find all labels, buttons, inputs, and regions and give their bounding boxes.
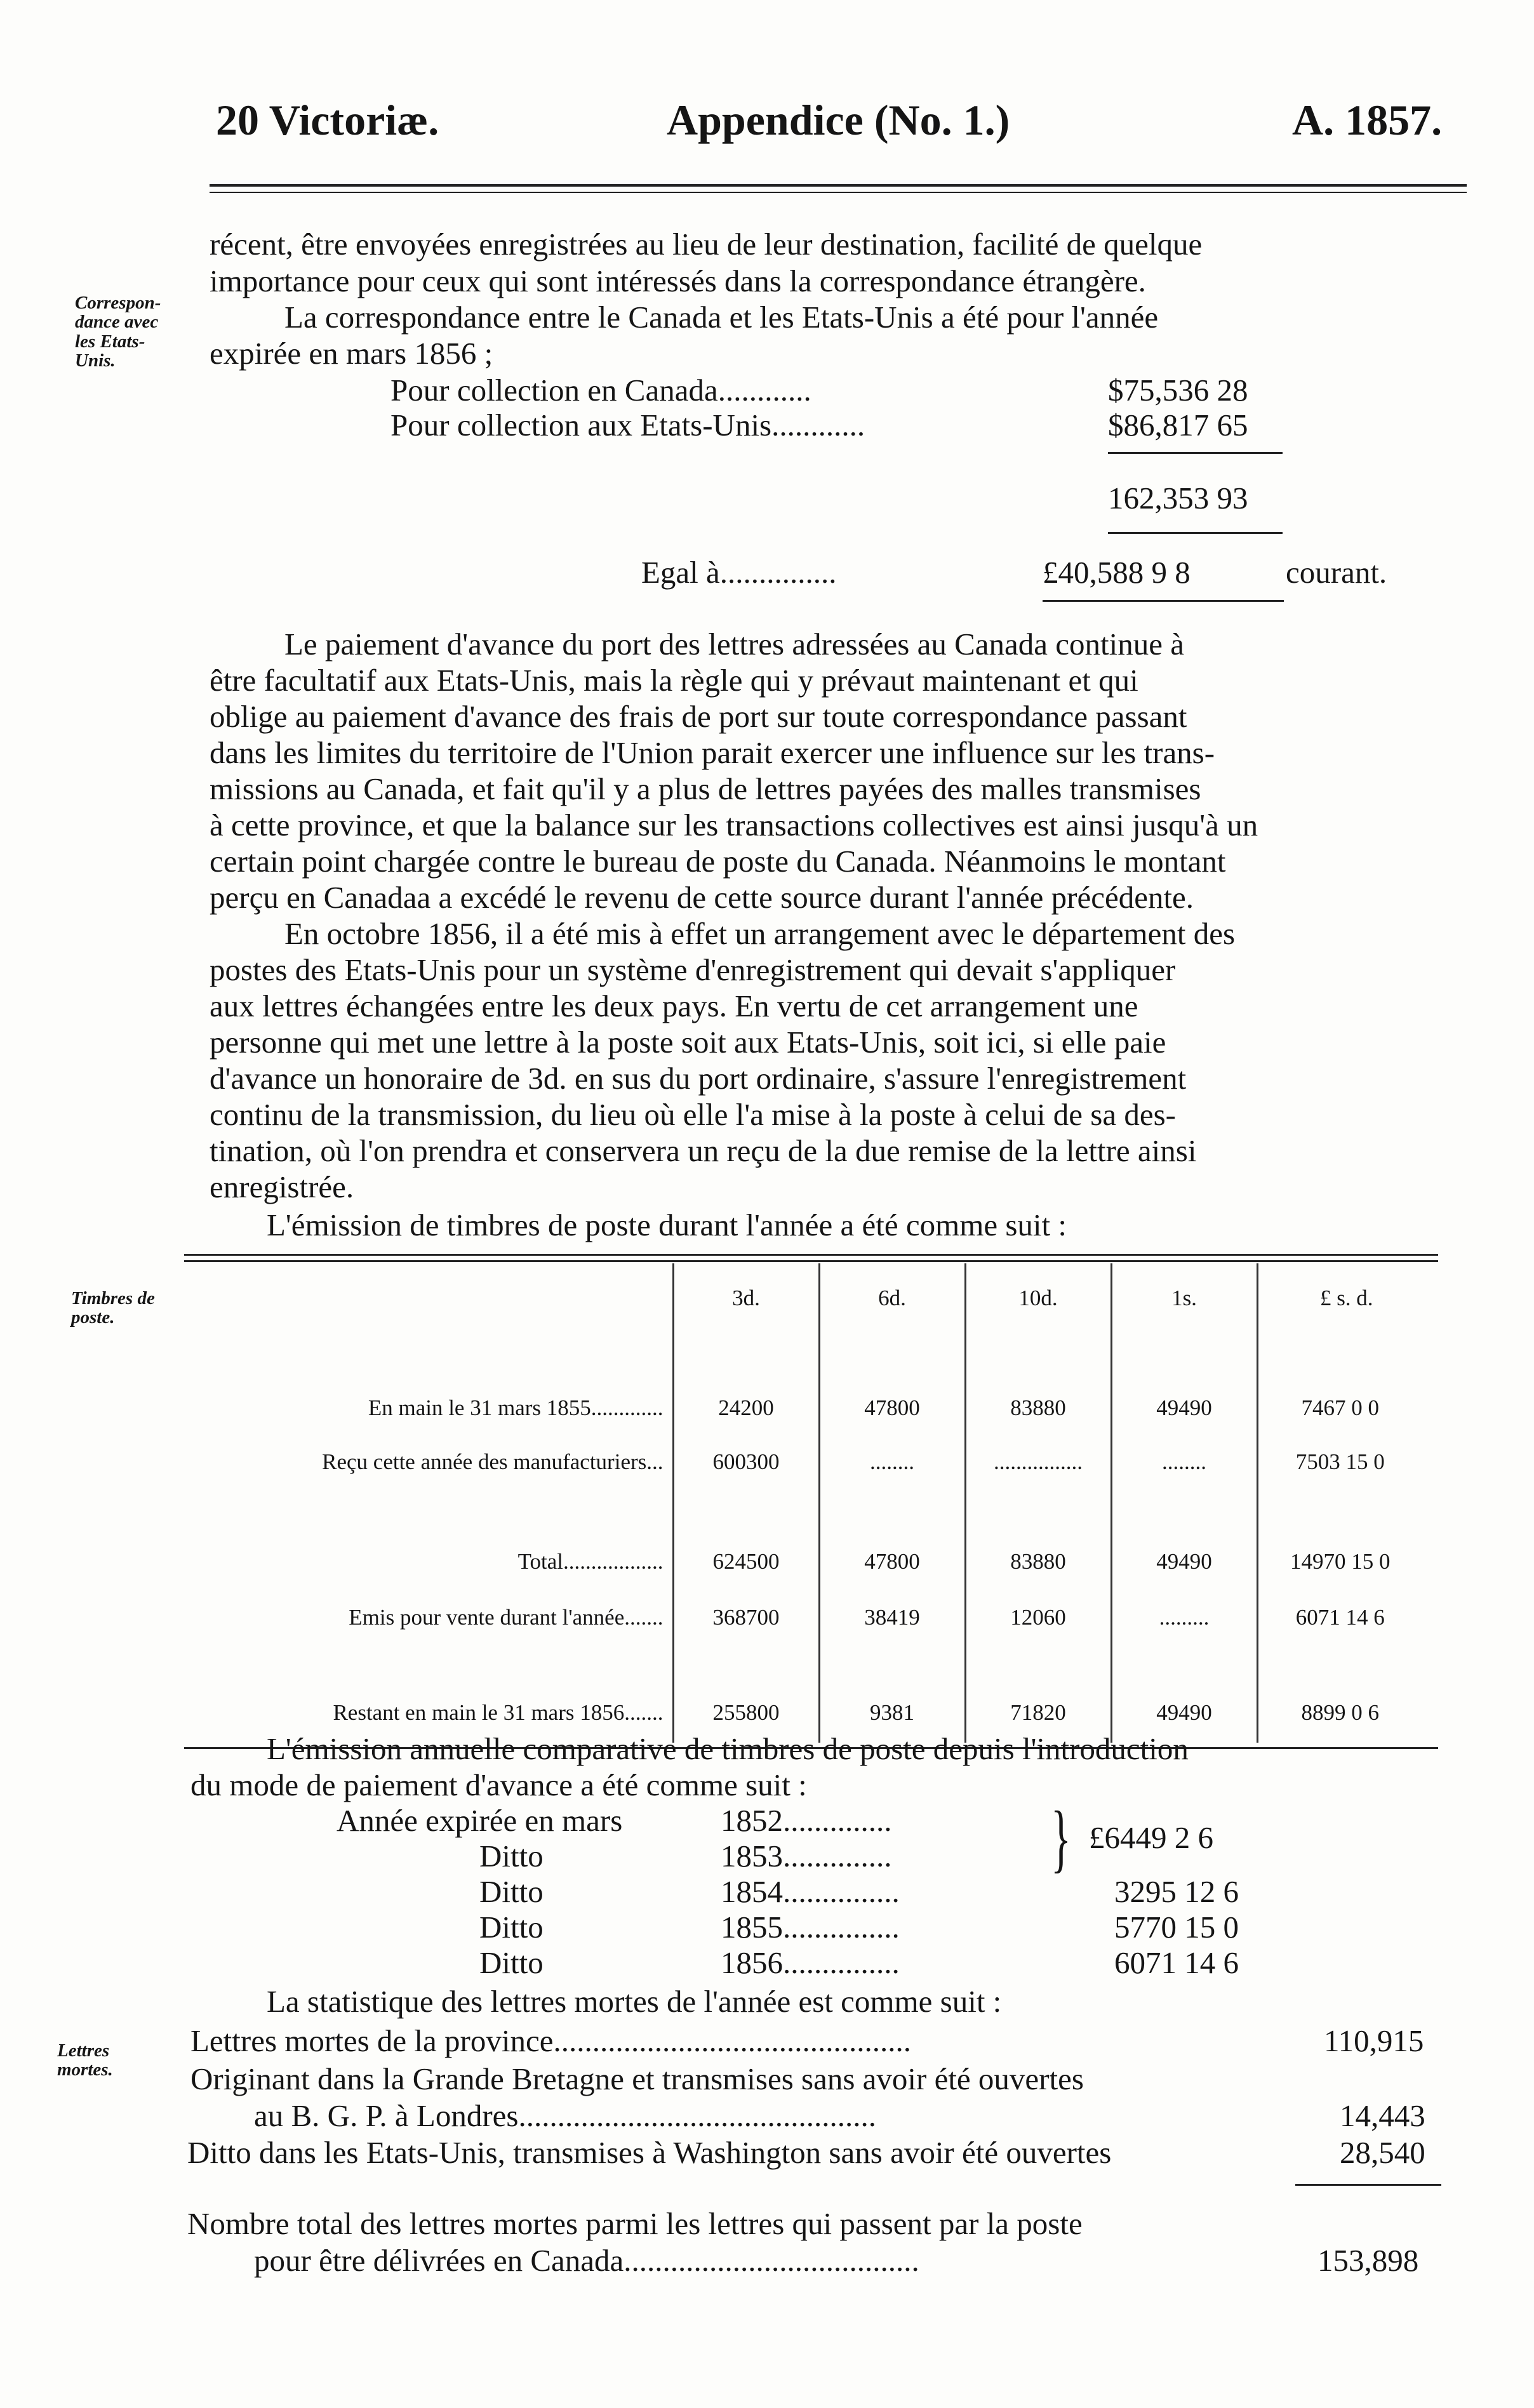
table-row xyxy=(184,1590,1435,1644)
col-header-1s: 1s. xyxy=(1111,1263,1257,1333)
annual-year: 1852.............. xyxy=(721,1803,892,1838)
para5-line: L'émission de timbres de poste durant l'année a été comme suit : xyxy=(267,1207,1067,1242)
dead-line-2b: au B. G. P. à Londres.............................................. xyxy=(254,2098,876,2133)
cell: ......... xyxy=(1111,1590,1257,1644)
para4-line: personne qui met une lettre à la poste soit aux Etats-Unis, soit ici, si elle paie xyxy=(210,1025,1166,1060)
cell: 12060 xyxy=(965,1590,1111,1644)
col-header-3d: 3d. xyxy=(673,1263,819,1333)
annual-first-label: Année expirée en mars xyxy=(337,1803,623,1838)
table-row-total xyxy=(184,1533,1435,1590)
annual-ditto: Ditto xyxy=(479,1874,544,1909)
dead-value-3: 28,540 xyxy=(1340,2135,1425,2170)
egal-label: Egal à............... xyxy=(641,555,837,590)
para2-line: expirée en mars 1856 ; xyxy=(210,336,493,371)
para6-line: L'émission annuelle comparative de timbres de poste depuis l'introduction xyxy=(267,1731,1189,1766)
para6-line: du mode de paiement d'avance a été comme suit : xyxy=(190,1767,807,1802)
annual-value: 3295 12 6 xyxy=(1114,1874,1239,1909)
cell: 83880 xyxy=(965,1533,1111,1590)
para4-line: tination, où l'on prendra et conservera un reçu de la due remise de la lettre ainsi xyxy=(210,1133,1197,1168)
stamp-table xyxy=(184,1263,1435,1743)
cell: 7503 15 0 xyxy=(1257,1435,1435,1489)
annual-value: 5770 15 0 xyxy=(1114,1910,1239,1945)
row-label: Total.................. xyxy=(517,1549,664,1574)
para4-line: enregistrée. xyxy=(210,1169,354,1204)
annual-year: 1853.............. xyxy=(721,1839,892,1873)
collection-canada-label: Pour collection en Canada............ xyxy=(390,373,811,408)
para4-line: continu de la transmission, du lieu où elle l'a mise à la poste à celui de sa des- xyxy=(210,1097,1176,1132)
spacer-row xyxy=(184,1489,1435,1533)
cell: 7467 0 0 xyxy=(1257,1381,1435,1435)
cell: 47800 xyxy=(819,1533,965,1590)
dead-line-1: Lettres mortes de la province.............................................. xyxy=(190,2023,911,2058)
dead-value-2: 14,443 xyxy=(1340,2098,1425,2133)
annual-year: 1855............... xyxy=(721,1910,900,1945)
para4-line: postes des Etats-Unis pour un système d'enregistrement qui devait s'appliquer xyxy=(210,952,1176,987)
egal-suffix: courant. xyxy=(1286,555,1387,590)
dead-sum-rule xyxy=(1295,2184,1441,2186)
table-row xyxy=(184,1381,1435,1435)
para4-line: aux lettres échangées entre les deux pays. En vertu de cet arrangement une xyxy=(210,988,1138,1023)
col-header-10d: 10d. xyxy=(965,1263,1111,1333)
para7-line: La statistique des lettres mortes de l'année est comme suit : xyxy=(267,1984,1002,2019)
cell: ................ xyxy=(965,1435,1111,1489)
dead-value-1: 110,915 xyxy=(1324,2023,1424,2058)
egal-rule xyxy=(1043,600,1284,602)
cell: 71820 xyxy=(965,1682,1111,1743)
cell: 49490 xyxy=(1111,1682,1257,1743)
para3-line: oblige au paiement d'avance des frais de port sur toute correspondance passant xyxy=(210,699,1187,734)
spacer-row xyxy=(184,1333,1435,1381)
header-center: Appendice (No. 1.) xyxy=(667,96,1010,144)
para4-line: En octobre 1856, il a été mis à effet un arrangement avec le département des xyxy=(284,916,1236,951)
col-header-6d: 6d. xyxy=(819,1263,965,1333)
table-top-rule xyxy=(184,1254,1438,1256)
dead-line-2a: Originant dans la Grande Bretagne et transmises sans avoir été ouvertes xyxy=(190,2061,1084,2096)
collection-canada-value: $75,536 28 xyxy=(1108,373,1248,408)
sum-rule xyxy=(1108,452,1283,454)
cell: 49490 xyxy=(1111,1381,1257,1435)
cell: 624500 xyxy=(673,1533,819,1590)
table-top-rule-2 xyxy=(184,1260,1438,1262)
cell: 600300 xyxy=(673,1435,819,1489)
cell: 24200 xyxy=(673,1381,819,1435)
para3-line: être facultatif aux Etats-Unis, mais la règle qui y prévaut maintenant et qui xyxy=(210,663,1138,698)
header-blank xyxy=(184,1263,673,1333)
header-left: 20 Victoriæ. xyxy=(216,96,439,144)
row-label: Restant en main le 31 mars 1856....... xyxy=(333,1700,664,1725)
para3-line: dans les limites du territoire de l'Union parait exercer une influence sur les trans- xyxy=(210,735,1215,770)
egal-value: £40,588 9 8 xyxy=(1043,555,1191,590)
dead-total-2: pour être délivrées en Canada...................................... xyxy=(254,2243,919,2278)
table-row xyxy=(184,1435,1435,1489)
table-header-row xyxy=(184,1263,1435,1333)
cell: 47800 xyxy=(819,1381,965,1435)
margin-note-timbres: Timbres de poste. xyxy=(71,1288,155,1328)
annual-year: 1854............... xyxy=(721,1874,900,1909)
annual-ditto: Ditto xyxy=(479,1910,544,1945)
cell: 49490 xyxy=(1111,1533,1257,1590)
para3-line: missions au Canada, et fait qu'il y a plus de lettres payées des malles transmises xyxy=(210,771,1201,806)
para3-line: certain point chargée contre le bureau de poste du Canada. Néanmoins le montant xyxy=(210,844,1226,879)
collection-usa-value: $86,817 65 xyxy=(1108,408,1248,442)
cell: ........ xyxy=(819,1435,965,1489)
dead-total-1: Nombre total des lettres mortes parmi les lettres qui passent par la poste xyxy=(187,2206,1083,2241)
row-label: En main le 31 mars 1855............. xyxy=(368,1395,664,1420)
para3-line: perçu en Canadaa a excédé le revenu de cette source durant l'année précédente. xyxy=(210,880,1194,915)
margin-note-lettres: Lettres mortes. xyxy=(57,2040,113,2080)
annual-value-1852-53: £6449 2 6 xyxy=(1089,1820,1213,1855)
cell: ........ xyxy=(1111,1435,1257,1489)
header-rule-2 xyxy=(210,192,1467,193)
brace: } xyxy=(1051,1795,1071,1880)
header-right: A. 1857. xyxy=(1292,96,1443,144)
spacer-row xyxy=(184,1644,1435,1682)
collection-usa-label: Pour collection aux Etats-Unis............ xyxy=(390,408,865,442)
row-label: Reçu cette année des manufacturiers... xyxy=(322,1449,664,1474)
total-rule xyxy=(1108,532,1283,534)
cell: 6071 14 6 xyxy=(1257,1590,1435,1644)
annual-ditto: Ditto xyxy=(479,1839,544,1873)
margin-note-correspondance: Correspon- dance avec les Etats- Unis. xyxy=(75,293,161,371)
cell: 14970 15 0 xyxy=(1257,1533,1435,1590)
para1-line: importance pour ceux qui sont intéressés dans la correspondance étrangère. xyxy=(210,263,1146,298)
col-header-lsd: £ s. d. xyxy=(1257,1263,1435,1333)
collection-total: 162,353 93 xyxy=(1108,481,1248,516)
para3-line: Le paiement d'avance du port des lettres adressées au Canada continue à xyxy=(284,627,1184,662)
cell: 255800 xyxy=(673,1682,819,1743)
cell: 9381 xyxy=(819,1682,965,1743)
cell: 83880 xyxy=(965,1381,1111,1435)
dead-line-3: Ditto dans les Etats-Unis, transmises à Washington sans avoir été ouvertes xyxy=(187,2135,1112,2170)
cell: 8899 0 6 xyxy=(1257,1682,1435,1743)
row-label: Emis pour vente durant l'année....... xyxy=(349,1604,664,1630)
annual-year: 1856............... xyxy=(721,1945,900,1980)
cell: 368700 xyxy=(673,1590,819,1644)
dead-total-value: 153,898 xyxy=(1317,2243,1419,2278)
para3-line: à cette province, et que la balance sur les transactions collectives est ainsi jusqu'à un xyxy=(210,808,1258,842)
annual-value: 6071 14 6 xyxy=(1114,1945,1239,1980)
para2-line: La correspondance entre le Canada et les Etats-Unis a été pour l'année xyxy=(284,300,1159,335)
header-rule xyxy=(210,184,1467,187)
para4-line: d'avance un honoraire de 3d. en sus du port ordinaire, s'assure l'enregistrement xyxy=(210,1061,1187,1096)
cell: 38419 xyxy=(819,1590,965,1644)
annual-ditto: Ditto xyxy=(479,1945,544,1980)
para1-line: récent, être envoyées enregistrées au lieu de leur destination, facilité de quelque xyxy=(210,227,1203,262)
